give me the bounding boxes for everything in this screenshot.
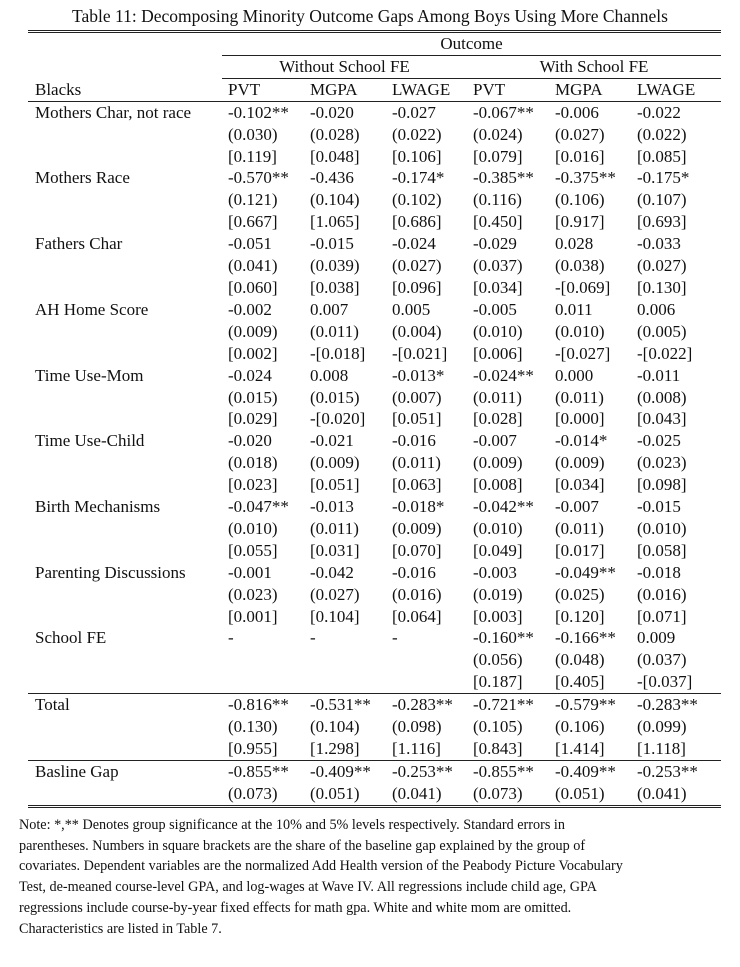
row-label [28,474,222,496]
coef-cell: 0.008 [310,365,349,385]
se-cell: (0.010) [555,321,605,341]
table-row-share [28,211,721,233]
share-cell: [0.034] [473,277,523,297]
table-row-coef [28,167,721,189]
se-cell: (0.104) [310,717,360,737]
se-cell: (0.011) [310,518,359,538]
share-cell: -[0.037] [637,672,693,692]
coef-cell: -0.051 [228,234,272,254]
se-cell: (0.015) [310,387,360,407]
se-cell: (0.008) [637,387,687,407]
coef-cell: -0.024** [473,365,534,385]
share-cell: [0.667] [228,212,278,232]
se-cell [386,649,467,671]
row-label: AH Home Score [35,299,149,319]
share-cell: [0.017] [555,540,605,560]
se-cell: (0.105) [473,717,523,737]
coef-cell: -0.175* [637,168,690,188]
coef-cell: -0.042** [473,497,534,517]
se-cell: (0.004) [392,321,442,341]
row-label: Mothers Race [35,168,130,188]
se-cell [304,649,386,671]
share-cell: -[0.021] [392,343,448,363]
se-cell: (0.022) [637,124,687,144]
coef-cell: 0.011 [555,299,593,319]
table-row-se [28,255,721,277]
share-cell: [1.116] [392,739,441,758]
coef-cell: -0.027 [392,102,436,122]
se-cell: (0.025) [555,584,605,604]
share-cell: [0.450] [473,212,523,232]
se-cell: (0.010) [637,518,687,538]
coef-cell: -0.024 [228,365,272,385]
se-cell: (0.051) [549,783,631,806]
share-cell: [0.064] [392,606,442,626]
table-row-se [28,649,721,671]
coef-cell: -0.020 [310,102,354,122]
share-cell: [0.049] [473,540,523,560]
se-cell: (0.027) [310,584,360,604]
share-cell: [0.079] [473,146,523,166]
coef-cell: 0.006 [637,299,676,319]
header-col-lwage-fe: LWAGE [631,78,721,101]
row-label [28,277,222,299]
se-cell: (0.041) [631,783,721,806]
se-cell: (0.130) [228,717,278,737]
row-label [28,649,222,671]
coef-cell: -0.033 [637,234,681,254]
share-cell: [0.055] [228,540,278,560]
header-without-school-fe: Without School FE [222,55,467,78]
coef-cell: -0.002 [228,299,272,319]
se-cell: (0.009) [228,321,278,341]
se-cell: (0.056) [473,650,523,670]
se-cell: (0.051) [304,783,386,806]
share-cell [304,671,386,693]
share-cell: [0.106] [392,146,442,166]
share-cell: [0.000] [555,409,605,429]
share-cell: [0.051] [310,475,360,495]
se-cell: (0.009) [392,518,442,538]
baseline-row-coef [28,760,721,782]
row-label [28,671,222,693]
coef-cell: 0.000 [555,365,594,385]
header-with-school-fe: With School FE [467,55,721,78]
row-label [28,343,222,365]
row-label: Mothers Char, not race [35,102,192,122]
share-cell: [0.008] [473,475,523,495]
share-cell: [0.034] [555,475,605,495]
header-col-mgpa: MGPA [304,78,386,101]
coef-cell: -0.007 [473,431,517,451]
share-cell: [0.006] [473,343,523,363]
share-cell: -[0.020] [310,409,366,429]
se-cell: (0.011) [392,453,441,473]
coef-cell: -0.021 [310,431,354,451]
table-row-se [28,452,721,474]
coef-cell: -0.029 [473,234,517,254]
coef-cell: -0.001 [228,562,272,582]
total-row-coef [28,694,721,716]
se-cell: (0.104) [310,190,360,210]
se-cell: (0.010) [473,518,523,538]
coef-cell: -0.855** [467,760,549,782]
table-row-coef [28,299,721,321]
coef-cell: -0.253** [386,760,467,782]
se-cell: (0.007) [392,387,442,407]
row-label [28,783,222,806]
table-row-coef [28,101,721,123]
share-cell: [0.031] [310,540,360,560]
share-cell: [0.120] [555,606,605,626]
row-label: Fathers Char [35,234,123,254]
se-cell: (0.009) [310,453,360,473]
share-cell: [0.028] [473,409,523,429]
row-label [28,584,222,606]
share-cell: [0.043] [637,409,687,429]
share-cell: -[0.018] [310,343,366,363]
row-label [28,189,222,211]
se-cell: (0.041) [228,256,278,276]
row-label: Time Use-Child [35,431,145,451]
share-cell: -[0.069] [555,277,611,297]
row-label [28,738,222,760]
row-label [28,540,222,562]
share-cell: [0.130] [637,277,687,297]
share-cell: [0.016] [555,146,605,166]
share-cell: [0.002] [228,343,278,363]
row-label [28,408,222,430]
table-caption: Table 11: Decomposing Minority Outcome Gaps Among Boys Using More Channels [72,6,668,26]
table-row-se [28,124,721,146]
share-cell: [0.051] [392,409,442,429]
se-cell: (0.027) [392,256,442,276]
coef-cell: -0.047** [228,497,289,517]
coef-cell: -0.570** [228,168,289,188]
share-cell: [0.048] [310,146,360,166]
row-label [28,124,222,146]
se-cell: (0.098) [392,717,442,737]
se-cell: (0.028) [310,124,360,144]
se-cell: (0.037) [473,256,523,276]
share-cell: [0.187] [473,672,523,692]
row-label [28,716,222,738]
coef-cell: -0.013 [310,497,354,517]
coef-cell: -0.102** [228,102,289,122]
share-cell: [0.070] [392,540,442,560]
se-cell: (0.027) [555,124,605,144]
header-col-pvt: PVT [222,78,304,101]
row-label [28,146,222,168]
se-cell: (0.016) [392,584,442,604]
row-label: Parenting Discussions [35,562,186,582]
share-cell [222,671,304,693]
coef-cell: -0.014* [555,431,608,451]
row-label: Time Use-Mom [35,365,144,385]
se-cell: (0.010) [228,518,278,538]
coef-cell: -0.721** [467,694,549,716]
se-cell: (0.039) [310,256,360,276]
coef-cell: -0.049** [555,562,616,582]
coef-cell: -0.022 [637,102,681,122]
coef-cell: -0.166** [555,628,616,648]
share-cell [386,671,467,693]
share-cell: [0.686] [392,212,442,232]
header-row-label: Blacks [28,78,222,101]
coef-cell: -0.531** [304,694,386,716]
coef-cell: - [228,628,234,648]
coef-cell: -0.436 [310,168,354,188]
se-cell: (0.018) [228,453,278,473]
share-cell: [0.843] [473,739,523,758]
share-cell: [0.060] [228,277,278,297]
row-label: Birth Mechanisms [35,497,161,517]
coef-cell: -0.253** [631,760,721,782]
share-cell: -[0.027] [555,343,611,363]
coef-cell: 0.009 [637,628,676,648]
se-cell: (0.073) [222,783,304,806]
header-col-lwage: LWAGE [386,78,467,101]
se-cell: (0.037) [637,650,687,670]
share-cell: [0.096] [392,277,442,297]
coef-cell: -0.018* [392,497,445,517]
table-row-share [28,408,721,430]
table-row-share [28,474,721,496]
table-row-coef [28,365,721,387]
coef-cell: 0.028 [555,234,594,254]
share-cell: [0.104] [310,606,360,626]
share-cell: [0.071] [637,606,687,626]
row-label [28,606,222,628]
table-row-share [28,671,721,693]
se-cell: (0.022) [392,124,442,144]
coef-cell: -0.409** [304,760,386,782]
share-cell: [0.001] [228,606,278,626]
se-cell: (0.048) [555,650,605,670]
share-cell: [1.298] [310,739,360,758]
coef-cell: -0.011 [637,365,681,385]
share-cell: [0.098] [637,475,687,495]
share-cell: [0.038] [310,277,360,297]
row-label: School FE [35,628,107,648]
coef-cell: -0.020 [228,431,272,451]
table-row-se [28,189,721,211]
share-cell: [0.023] [228,475,278,495]
table-row-share [28,540,721,562]
se-cell: (0.041) [386,783,467,806]
coef-cell: -0.016 [392,431,436,451]
se-cell: (0.106) [555,190,605,210]
coef-cell: -0.005 [473,299,517,319]
share-cell: -[0.022] [637,343,693,363]
share-cell: [1.414] [555,739,605,758]
table-row-coef [28,233,721,255]
coef-cell: -0.018 [637,562,681,582]
coef-cell: -0.067** [473,102,534,122]
row-label [28,321,222,343]
coef-cell: -0.375** [555,168,616,188]
share-cell: [0.405] [555,672,605,692]
table-row-coef [28,496,721,518]
se-cell: (0.011) [473,387,522,407]
baseline-row-se [28,783,721,806]
coef-cell: -0.855** [222,760,304,782]
share-cell: [1.065] [310,212,360,232]
row-label [28,211,222,233]
share-cell: [0.693] [637,212,687,232]
coef-cell: -0.579** [549,694,631,716]
table-row-share [28,606,721,628]
coef-cell: -0.013* [392,365,445,385]
table-row-coef [28,562,721,584]
se-cell: (0.038) [555,256,605,276]
coef-cell: - [392,628,398,648]
total-row-se [28,716,721,738]
share-cell: [0.063] [392,475,442,495]
coef-cell: -0.283** [631,694,721,716]
se-cell: (0.102) [392,190,442,210]
se-cell: (0.016) [637,584,687,604]
coef-cell: -0.007 [555,497,599,517]
se-cell: (0.116) [473,190,522,210]
se-cell: (0.015) [228,387,278,407]
row-label [28,452,222,474]
share-cell: [1.118] [637,739,686,758]
share-cell: [0.029] [228,409,278,429]
coef-cell: -0.025 [637,431,681,451]
share-cell: [0.058] [637,540,687,560]
share-cell: [0.085] [637,146,687,166]
table-row-coef [28,430,721,452]
se-cell: (0.024) [473,124,523,144]
se-cell: (0.023) [637,453,687,473]
table-note: Note: *,** Denotes group significance at the 10% and 5% levels respectively. Standard errors in parentheses. Numbers in square brackets are the share of the baseline gap explained by the group of covariates. Dependent variables are the normalized Add Health version of the Peabody Picture Vocabulary Test, de-meaned course-level GPA, and log-wages at Wave IV. All regressions include child age, GPA regressions include course-by-year fixed effects for math gpa. White and white mom are omitted. Characteristics are listed in Table 7. [19,817,623,937]
row-label: Total [28,694,222,716]
se-cell: (0.107) [637,190,687,210]
table-row-se [28,387,721,409]
share-cell: [0.917] [555,212,605,232]
coef-cell: -0.006 [555,102,599,122]
se-cell: (0.009) [555,453,605,473]
coef-cell: -0.024 [392,234,436,254]
share-cell: [0.003] [473,606,523,626]
coef-cell: -0.003 [473,562,517,582]
coef-cell: -0.816** [222,694,304,716]
header-fe-row [28,55,721,78]
total-row-share [28,738,721,760]
table-row-se [28,584,721,606]
se-cell: (0.010) [473,321,523,341]
header-col-pvt-fe: PVT [467,78,549,101]
se-cell: (0.011) [555,518,604,538]
table-row-se [28,321,721,343]
share-cell: [0.955] [228,739,278,758]
se-cell: (0.027) [637,256,687,276]
se-cell: (0.099) [637,717,687,737]
coef-cell: 0.005 [392,299,431,319]
se-cell: (0.005) [637,321,687,341]
se-cell: (0.030) [228,124,278,144]
coef-cell: -0.409** [549,760,631,782]
row-label: Basline Gap [28,760,222,782]
coef-cell: -0.016 [392,562,436,582]
se-cell: (0.023) [228,584,278,604]
se-cell: (0.011) [310,321,359,341]
share-cell: [0.119] [228,146,277,166]
coef-cell: -0.015 [637,497,681,517]
decomposition-table [28,30,721,808]
table-row-share [28,146,721,168]
header-columns-row [28,78,721,101]
coef-cell: -0.160** [473,628,534,648]
coef-cell: -0.015 [310,234,354,254]
table-row-share [28,343,721,365]
table-row-coef [28,627,721,649]
header-col-mgpa-fe: MGPA [549,78,631,101]
coef-cell: - [310,628,316,648]
se-cell: (0.106) [555,717,605,737]
se-cell: (0.121) [228,190,278,210]
table-row-se [28,518,721,540]
coef-cell: -0.174* [392,168,445,188]
coef-cell: -0.385** [473,168,534,188]
se-cell: (0.009) [473,453,523,473]
header-outcome-row [28,33,721,55]
coef-cell: 0.007 [310,299,349,319]
coef-cell: -0.283** [386,694,467,716]
row-label [28,387,222,409]
header-outcome: Outcome [222,33,721,55]
table-row-share [28,277,721,299]
se-cell [222,649,304,671]
row-label [28,518,222,540]
se-cell: (0.019) [473,584,523,604]
row-label [28,255,222,277]
se-cell: (0.011) [555,387,604,407]
coef-cell: -0.042 [310,562,354,582]
se-cell: (0.073) [467,783,549,806]
